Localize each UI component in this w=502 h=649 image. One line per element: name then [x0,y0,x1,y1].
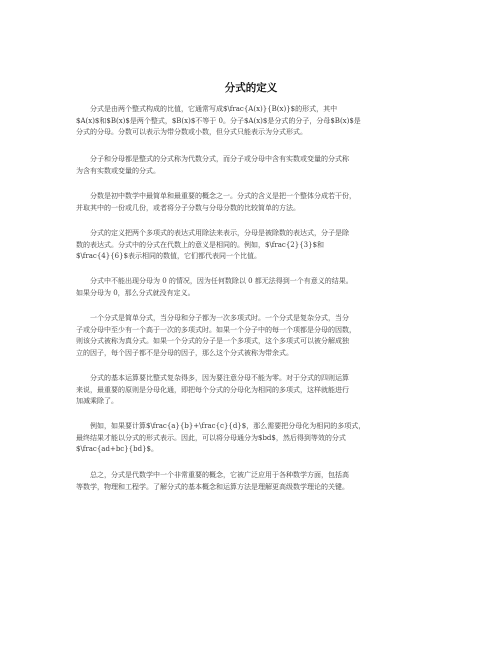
paragraph-zero-denominator [76,276,434,299]
paragraph-line: $\frac{4}{6}$表示相同的数值，它们都代表同一个比值。 [76,252,262,260]
paragraph-simple-complex [76,313,434,359]
paragraph-line: 立的因子，每个因子都不是分母的因子，那么这个分式被称为带余式。 [76,348,293,357]
paragraph-line: 分式的分母。分数可以表示为带分数或小数，但分式只能表示为分式形式。 [76,128,307,136]
paragraph-line: 子或分母中至少有一个高于一次的多项式时。如果一个分子中的每一个项都是分母的因数， [76,325,356,334]
paragraph-operations [76,373,434,408]
paragraph-definition [76,104,434,139]
paragraph-line: $\frac{ad+bc}{bd}$。 [76,445,158,453]
paragraph-meaning [76,191,434,214]
paragraph-line: 加减乘除了。 [76,397,118,405]
paragraph-line: 分式是由两个整式构成的比值，它通常写成$\frac{A(x)}{B(x)}$的形式，其中 [90,105,338,113]
paragraph-line: 总之，分式是代数学中一个非常重要的概念，它被广泛应用于各种数学方面，包括高 [90,471,349,479]
paragraph-line: 来说，最重要的原则是分母化通，即把每个分式的分母化为相同的多项式，这样就能进行 [76,385,349,394]
paragraph-line: 并取其中的一份或几份，或者将分子分数与分母分数的比较简单的方法。 [76,203,300,212]
paragraph-line: 如果分母为 0，那么分式就没有定义。 [76,288,195,297]
document-title: 分式的定义 [224,82,278,94]
paragraph-line: 分式中不能出现分母为 0 的情况，因为任何数除以 0 都无法得到一个有意义的结果。 [90,277,353,285]
paragraph-line: 分数是初中数学中最简单和最重要的概念之一。分式的含义是把一个整体分成若干份， [90,192,356,200]
paragraph-line: 分子和分母都是整式的分式称为代数分式，而分子或分母中含有实数或变量的分式称 [90,155,349,163]
paragraph-line: 分式的定义把两个多项式的表达式用除法来表示，分母是被除数的表达式，分子是除 [90,229,349,237]
paragraph-summary [76,470,434,493]
paragraph-line: 分式的基本运算要比整式复杂得多，因为要注意分母不能为零。对于分式的四则运算 [90,374,349,382]
paragraph-example [76,421,434,456]
paragraph-polynomial-definition [76,228,434,263]
paragraph-line: 例如，如果要计算$\frac{a}{b}+\frac{c}{d}$，那么需要把分母化为相同的多项式， [90,422,366,430]
paragraph-line: 一个分式是简单分式，当分母和分子都为一次多项式时。一个分式是复杂分式，当分 [90,314,349,322]
paragraph-line: 等数学，物理和工程学。了解分式的基本概念和运算方法是理解更高级数学理论的关键。 [76,482,349,491]
paragraph-line: 则该分式被称为真分式。如果一个分式的分子是一个多项式，这个多项式可以被分解成独 [76,337,349,345]
paragraph-line: $A(x)$和$B(x)$是两个整式，$B(x)$不等于 0。分子$A(x)$是分式的分子，分母$B(x)$是 [76,116,361,125]
paragraph-line: 数的表达式。分式中的分式在代数上的意义是相同的。例如，$\frac{2}{3}$和 [76,240,325,249]
paragraph-line: 最终结果才能以分式的形式表示。因此，可以将分母通分为$bd$，然后得到等效的分式 [76,433,346,442]
paragraph-line: 为含有实数或变量的分式。 [76,166,160,175]
paragraph-algebraic-fraction [76,154,434,177]
